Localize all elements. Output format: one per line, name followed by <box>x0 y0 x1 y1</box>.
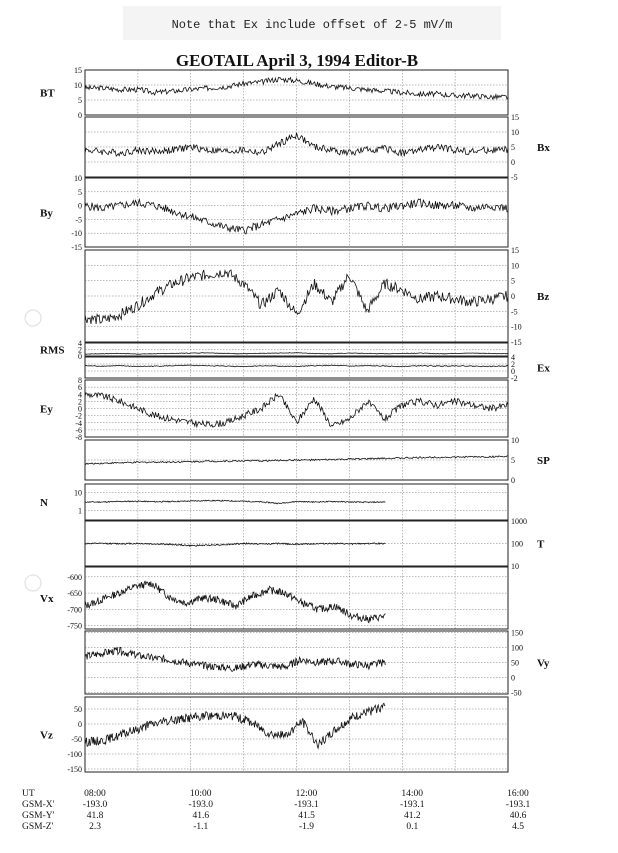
y-tick-label: -600 <box>67 572 82 582</box>
y-tick-label: 0 <box>78 720 82 729</box>
y-tick-label: -50 <box>71 735 82 744</box>
footer-row-label: GSM-X' <box>22 800 55 810</box>
panel-ex <box>85 353 550 383</box>
y-tick-label: 4 <box>78 390 82 400</box>
panel-n <box>40 484 508 520</box>
y-tick-label: -15 <box>511 338 522 347</box>
panel-label-by: By <box>40 207 53 220</box>
footer-cell-time: 08:00 <box>84 789 106 799</box>
binder-hole-bottom <box>25 575 41 591</box>
footer-cell-time: 16:00 <box>507 789 529 799</box>
footer-cell-y: 41.8 <box>86 811 104 821</box>
footer-row-label: UT <box>22 789 35 799</box>
panel-vy <box>85 629 550 698</box>
panel-bx <box>85 113 550 182</box>
footer-cell-y: 40.6 <box>509 811 527 821</box>
y-tick-label: 4 <box>511 353 515 362</box>
panel-t <box>85 517 545 571</box>
y-tick-label: -50 <box>511 688 522 698</box>
series-line-n <box>85 500 385 504</box>
y-tick-label: 5 <box>78 187 82 197</box>
footer-cell-z: -1.9 <box>298 822 315 832</box>
binder-hole-top <box>25 310 41 326</box>
panel-label-vx: Vx <box>40 593 54 605</box>
footer-cell-y: 41.5 <box>298 811 315 821</box>
footer-row-label: GSM-Y' <box>22 811 55 821</box>
panel-label-t: T <box>537 538 545 551</box>
panel-label-sp: SP <box>537 455 550 467</box>
y-tick-label: -700 <box>67 605 82 615</box>
y-tick-label: 15 <box>511 113 519 122</box>
y-tick-label: -10 <box>511 322 522 332</box>
panel-label-n: N <box>40 497 48 509</box>
panel-bz <box>85 246 549 347</box>
y-tick-label: 10 <box>74 174 82 183</box>
series-line-sp <box>85 456 508 465</box>
y-tick-label: -10 <box>71 229 82 239</box>
y-tick-label: 6 <box>78 383 82 393</box>
y-tick-label: 5 <box>511 456 515 465</box>
y-tick-label: -6 <box>75 425 82 435</box>
y-tick-label: 50 <box>74 705 82 714</box>
y-tick-label: 2 <box>78 345 82 355</box>
footer-cell-y: 41.2 <box>403 811 421 821</box>
panel-vz <box>40 697 508 774</box>
y-tick-label: -2 <box>511 374 518 383</box>
footer-cell-z: -1.1 <box>193 822 209 832</box>
y-tick-label: 0 <box>511 158 515 167</box>
y-tick-label: 150 <box>511 628 523 638</box>
y-tick-label: 1000 <box>511 517 527 526</box>
y-tick-label: 0 <box>511 292 515 301</box>
series-line-by <box>85 199 508 234</box>
y-tick-label: -4 <box>75 418 82 428</box>
y-tick-label: -150 <box>67 765 82 774</box>
y-tick-label: 100 <box>511 643 523 653</box>
panels-group <box>40 66 550 774</box>
y-tick-label: 0 <box>78 404 82 414</box>
y-tick-label: 0 <box>511 367 515 376</box>
y-tick-label: -2 <box>75 411 82 421</box>
panel-label-bz: Bz <box>537 291 550 303</box>
panel-label-bt: BT <box>40 87 55 100</box>
y-tick-label: -8 <box>75 433 82 442</box>
y-tick-label: -750 <box>67 621 82 631</box>
footer-cell-z: 2.3 <box>89 822 101 832</box>
footer-cell-y: 41.6 <box>192 811 210 821</box>
footer-row-label: GSM-Z' <box>22 822 54 832</box>
y-tick-label: 2 <box>78 397 82 407</box>
panel-bt <box>40 66 508 120</box>
footer-cell-time: 14:00 <box>401 789 424 799</box>
y-tick-label: 10 <box>511 128 519 137</box>
panel-label-vz: Vz <box>40 729 53 742</box>
y-tick-label: 1 <box>78 506 82 516</box>
y-tick-label: 0 <box>78 111 82 120</box>
y-tick-label: 0 <box>511 476 515 485</box>
y-tick-label: 10 <box>511 436 519 445</box>
series-line-ex <box>85 365 508 367</box>
y-tick-label: -100 <box>67 750 82 759</box>
chart-title: GEOTAIL April 3, 1994 Editor-B <box>175 51 419 70</box>
panel-label-bx: Bx <box>537 142 550 154</box>
panel-label-rms: RMS <box>40 344 65 357</box>
footer-table <box>22 789 531 832</box>
y-tick-label: 5 <box>511 276 515 286</box>
y-tick-label: -15 <box>71 243 82 252</box>
y-tick-label: 8 <box>78 376 82 385</box>
panel-label-ey: Ey <box>40 403 53 416</box>
footer-cell-x: -193.1 <box>399 800 425 810</box>
panel-vx <box>40 567 508 631</box>
y-tick-label: 10 <box>511 562 519 571</box>
y-tick-label: -5 <box>75 215 82 225</box>
y-tick-label: -650 <box>67 589 82 599</box>
series-line-vx <box>85 581 385 622</box>
footer-cell-x: -193.0 <box>82 800 108 810</box>
footer-cell-z: 0.1 <box>406 822 419 832</box>
y-tick-label: 0 <box>78 352 82 361</box>
footer-cell-x: -193.1 <box>505 800 531 810</box>
panel-by <box>40 174 508 252</box>
y-tick-label: 10 <box>511 261 519 271</box>
y-tick-label: 2 <box>511 360 515 369</box>
y-tick-label: 10 <box>74 488 82 498</box>
footer-cell-time: 10:00 <box>189 789 212 799</box>
footer-cell-time: 12:00 <box>295 789 318 799</box>
panel-label-ex: Ex <box>537 362 550 375</box>
footer-cell-x: -193.0 <box>188 800 214 810</box>
y-tick-label: -5 <box>511 173 518 182</box>
y-tick-label: 5 <box>78 96 82 105</box>
y-tick-label: 15 <box>74 66 82 75</box>
series-line-vz <box>85 703 385 748</box>
panel-sp <box>85 436 550 485</box>
panel-ey <box>40 376 508 442</box>
note-text: Note that Ex include offset of 2-5 mV/m <box>171 18 453 32</box>
footer-cell-x: -193.1 <box>294 800 319 810</box>
y-tick-label: 100 <box>511 539 523 549</box>
y-tick-label: 4 <box>78 339 82 348</box>
y-tick-label: 0 <box>78 201 82 211</box>
y-tick-label: 5 <box>511 143 515 152</box>
y-tick-label: -5 <box>511 307 518 317</box>
y-tick-label: 50 <box>511 658 519 668</box>
y-tick-label: 15 <box>511 246 519 255</box>
series-line-vy <box>85 647 385 671</box>
panel-label-vy: Vy <box>537 657 550 670</box>
y-tick-label: 0 <box>511 673 515 683</box>
footer-cell-z: 4.5 <box>512 822 524 832</box>
y-tick-label: 10 <box>74 81 82 90</box>
